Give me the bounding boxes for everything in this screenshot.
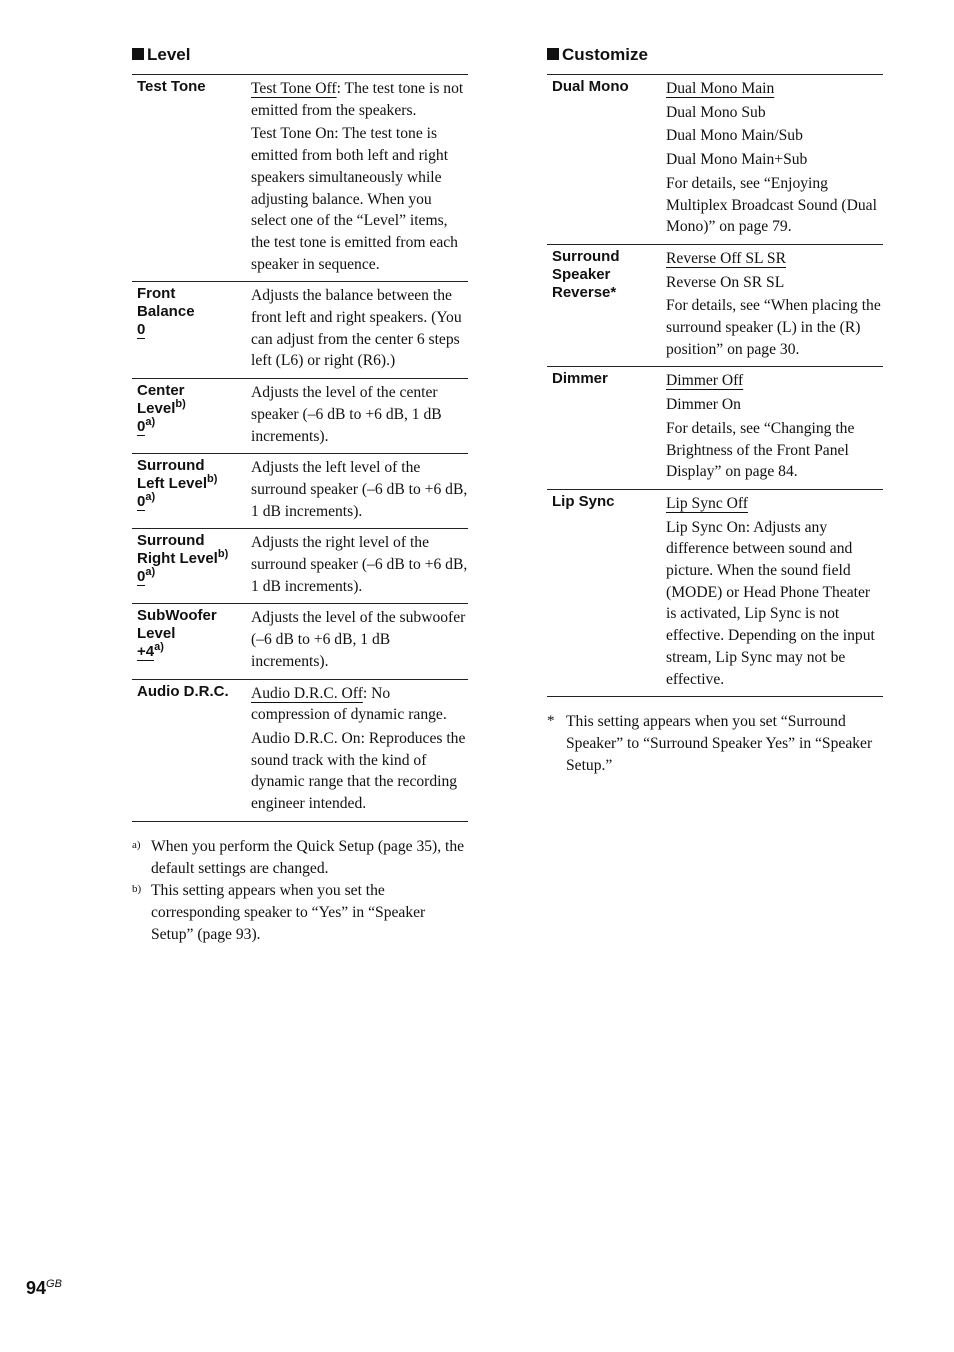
section-title-text: Level <box>147 45 191 64</box>
footnote <box>132 880 468 945</box>
setting-description <box>251 529 468 604</box>
setting-label <box>132 454 251 529</box>
default-option: Dimmer Off <box>666 372 744 390</box>
setting-row <box>132 679 468 821</box>
footnote <box>132 836 468 879</box>
section-heading-level <box>132 44 468 66</box>
setting-row <box>132 379 468 454</box>
footnote-ref: a) <box>145 491 156 504</box>
footnote-ref: a) <box>145 416 156 429</box>
setting-label-text: Surround <box>137 457 205 475</box>
setting-label-line <box>552 370 666 388</box>
setting-label-text: Center <box>137 382 185 400</box>
setting-label-text: Test Tone <box>137 78 206 95</box>
setting-row <box>547 489 883 696</box>
description-paragraph <box>666 272 883 294</box>
setting-label <box>547 367 666 490</box>
setting-label-text: Balance <box>137 303 195 321</box>
description-text: Reverse On SR SL <box>666 273 785 291</box>
setting-label-text: Surround <box>552 247 620 265</box>
setting-label-text: Front <box>137 285 176 303</box>
default-value: 0 <box>137 321 146 339</box>
setting-label-text: Level <box>137 625 176 643</box>
description-text: For details, see “Enjoying Multiplex Broadcast Sound (Dual Mono)” on page 79. <box>666 174 877 236</box>
description-paragraph <box>666 248 883 270</box>
description-text: Lip Sync On: Adjusts any difference between sound and picture. When the sound field (MODE) or Head Phone Theater is activated, Lip Sync is not effective. Depending on the input stream, Lip Sync may not be effective. <box>666 518 875 688</box>
description-text: Test Tone On: The test tone is emitted from both left and right speakers simultaneously while adjusting balance. When you select one of the “Level” items, the test tone is emitted from each speaker in sequence. <box>251 125 458 273</box>
description-paragraph <box>251 78 468 121</box>
setting-row <box>547 367 883 490</box>
setting-label-line <box>552 78 666 96</box>
default-value: +4 <box>137 643 155 661</box>
setting-row <box>547 244 883 367</box>
description-paragraph <box>666 370 883 392</box>
footnote-ref: b) <box>175 398 186 411</box>
description-text: For details, see “When placing the surround speaker (L) in the (R) position” on page 30. <box>666 297 881 358</box>
default-value: 0 <box>137 568 146 586</box>
description-paragraph <box>666 517 883 691</box>
default-option: Reverse Off SL SR <box>666 249 786 267</box>
description-paragraph <box>251 728 468 815</box>
default-value-line <box>137 568 251 586</box>
description-text: Dual Mono Main+Sub <box>666 151 808 169</box>
square-bullet-icon <box>132 48 144 60</box>
description-paragraph <box>251 123 468 275</box>
setting-description <box>666 367 883 490</box>
page-number <box>26 1278 62 1299</box>
setting-row <box>547 75 883 245</box>
setting-label-line <box>137 285 251 303</box>
customize-settings-table <box>547 74 883 697</box>
description-paragraph <box>666 295 883 360</box>
description-text: : No compression of dynamic range. <box>251 684 447 724</box>
default-option: Lip Sync Off <box>666 494 749 512</box>
setting-label-line <box>137 532 251 550</box>
setting-label-text: Left Level <box>137 475 208 493</box>
setting-label <box>132 604 251 679</box>
footnote-ref: b) <box>207 473 218 486</box>
setting-label-line <box>552 248 666 266</box>
description-text: Adjusts the level of the subwoofer (–6 dB to +6 dB, 1 dB increments). <box>251 609 466 670</box>
setting-description <box>251 282 468 379</box>
default-option: Dual Mono Main <box>666 80 775 97</box>
footnote-mark: b) <box>132 883 142 896</box>
asterisk-ref: * <box>610 283 617 301</box>
section-title-text: Customize <box>562 45 648 64</box>
footnote <box>547 711 883 776</box>
description-text: Dual Mono Main/Sub <box>666 127 803 145</box>
footnote-text: When you perform the Quick Setup (page 35), the default settings are changed. <box>151 837 465 877</box>
footnote-ref: b) <box>217 548 229 561</box>
description-paragraph <box>666 173 883 238</box>
setting-label-line <box>137 683 251 701</box>
description-paragraph <box>251 382 468 447</box>
default-value: 0 <box>137 418 146 436</box>
description-text: Adjusts the level of the center speaker (–6 dB to +6 dB, 1 dB increments). <box>251 384 442 445</box>
description-paragraph <box>666 493 883 515</box>
setting-label <box>132 282 251 379</box>
setting-label <box>547 75 666 245</box>
description-text: Adjusts the left level of the surround speaker (–6 dB to +6 dB, 1 dB increments). <box>251 459 468 520</box>
setting-label-line <box>137 457 251 475</box>
setting-label-line <box>137 303 251 321</box>
setting-row <box>132 282 468 379</box>
description-paragraph <box>251 285 468 372</box>
footnote-text: This setting appears when you set the corresponding speaker to “Yes” in “Speaker Setup” (page 93). <box>151 882 426 943</box>
section-heading-customize <box>547 44 883 66</box>
page-number-value: 94 <box>26 1278 47 1298</box>
footnote-text: This setting appears when you set “Surround Speaker” to “Surround Speaker Yes” in “Speaker Setup.” <box>566 713 873 774</box>
description-text: : The test tone is not emitted from the speakers. <box>251 80 464 119</box>
setting-label-text: Audio D.R.C. <box>137 682 229 700</box>
default-option: Test Tone Off <box>251 80 337 97</box>
default-value: 0 <box>137 493 146 511</box>
customize-footnotes <box>547 711 883 776</box>
setting-row <box>132 529 468 604</box>
customize-section <box>547 44 883 777</box>
setting-description <box>251 454 468 529</box>
setting-label <box>132 379 251 454</box>
description-paragraph <box>251 457 468 522</box>
level-settings-table <box>132 74 468 822</box>
description-text: Adjusts the right level of the surround speaker (–6 dB to +6 dB, 1 dB increments). <box>251 534 468 595</box>
setting-label <box>132 679 251 821</box>
description-paragraph <box>666 418 883 483</box>
setting-description <box>251 679 468 821</box>
page-number-suffix: GB <box>46 1278 62 1290</box>
description-paragraph <box>251 607 468 672</box>
setting-label-line <box>137 382 251 400</box>
setting-label-text: Lip Sync <box>552 492 615 510</box>
setting-label <box>547 244 666 367</box>
setting-description <box>666 489 883 696</box>
setting-label-text: SubWoofer <box>137 607 217 625</box>
setting-label-line <box>137 78 251 96</box>
description-paragraph <box>666 78 883 100</box>
setting-label <box>132 75 251 282</box>
setting-label-line <box>552 284 666 302</box>
setting-label-line <box>137 607 251 625</box>
setting-label-line <box>552 493 666 511</box>
setting-description <box>251 604 468 679</box>
setting-description <box>666 75 883 245</box>
footnote-mark: * <box>547 713 555 730</box>
setting-label <box>132 529 251 604</box>
setting-description <box>666 244 883 367</box>
setting-label-text: Dimmer <box>552 370 608 388</box>
description-paragraph <box>251 532 468 597</box>
square-bullet-icon <box>547 48 559 60</box>
setting-label-line <box>552 266 666 284</box>
setting-label-text: Surround <box>137 532 205 550</box>
setting-label-text: Reverse <box>552 283 611 301</box>
description-paragraph <box>666 102 883 124</box>
description-paragraph <box>666 149 883 171</box>
default-value-line <box>137 418 251 436</box>
setting-description <box>251 75 468 282</box>
description-paragraph <box>666 125 883 147</box>
description-text: For details, see “Changing the Brightness of the Front Panel Display” on page 84. <box>666 419 855 481</box>
default-value-line <box>137 493 251 511</box>
setting-row <box>132 75 468 282</box>
description-text: Adjusts the balance between the front left and right speakers. (You can adjust from the center 6 steps left (L6) or right (R6).) <box>251 287 462 370</box>
footnote-ref: a) <box>145 566 156 579</box>
footnote-mark: a) <box>132 838 141 851</box>
setting-label <box>547 489 666 696</box>
description-text: Dimmer On <box>666 396 741 414</box>
setting-row <box>132 454 468 529</box>
setting-description <box>251 379 468 454</box>
setting-label-text: Speaker <box>552 265 611 283</box>
default-value-line <box>137 643 251 661</box>
setting-label-text: Level <box>137 400 176 418</box>
footnote-ref: a) <box>154 641 164 654</box>
default-value-line <box>137 321 251 339</box>
default-option: Audio D.R.C. Off <box>251 684 363 702</box>
setting-label-text: Dual Mono <box>552 78 629 95</box>
description-text: Audio D.R.C. On: Reproduces the sound track with the kind of dynamic range that the recording engineer intended. <box>251 729 466 813</box>
description-paragraph <box>666 394 883 416</box>
setting-row <box>132 604 468 679</box>
setting-label-text: Right Level <box>137 550 218 568</box>
description-text: Dual Mono Sub <box>666 103 766 121</box>
description-paragraph <box>251 683 468 726</box>
level-section <box>132 44 468 946</box>
level-footnotes <box>132 836 468 946</box>
